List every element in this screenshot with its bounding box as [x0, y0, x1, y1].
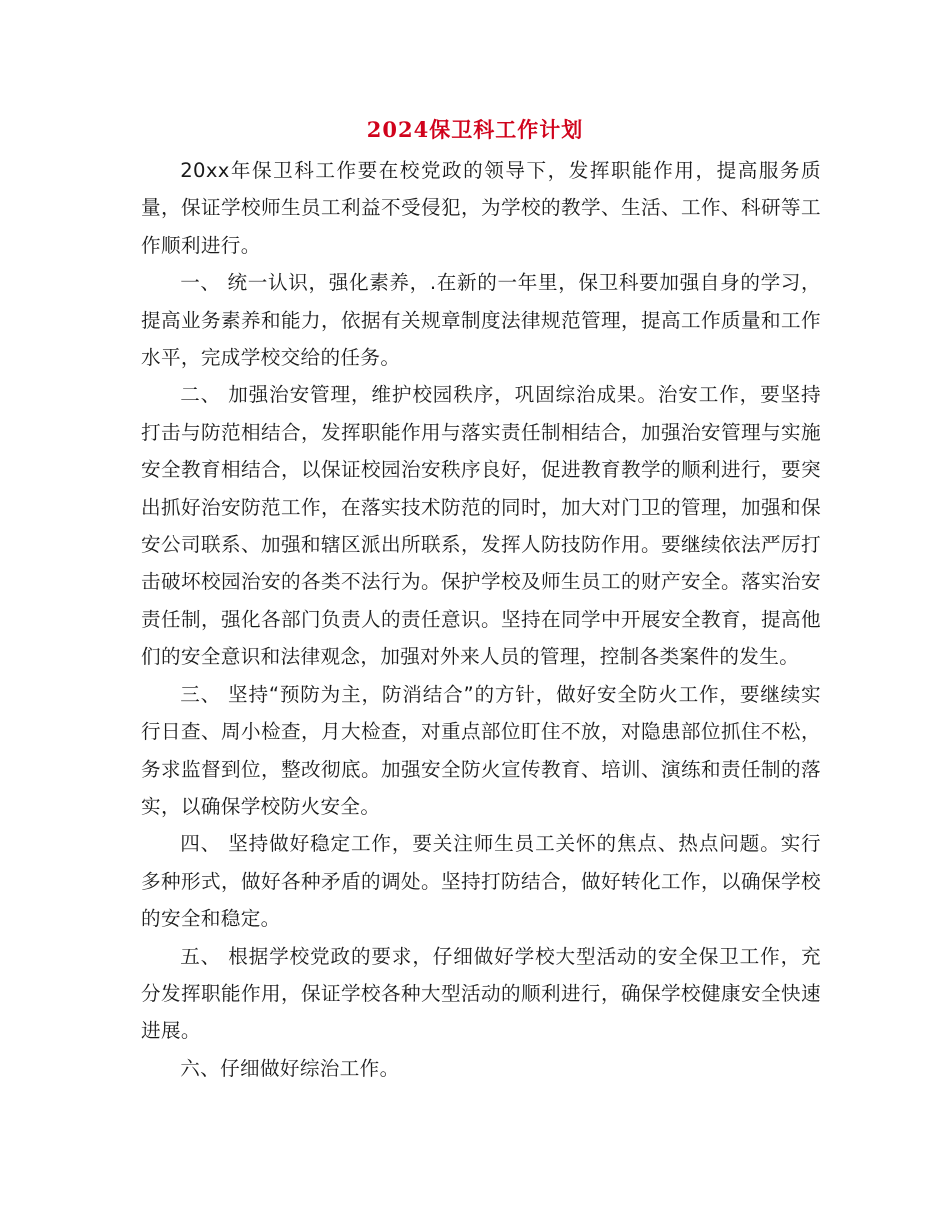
section-3-paragraph: 三、 坚持“预防为主，防消结合”的方针，做好安全防火工作，要继续实行日查、周小检查，月大检查，对重点部位盯住不放，对隐患部位抓住不松，务求监督到位，整改彻底。加强安全防火宣传教育、培训、演练和责任制的落实，以确保学校防火安全。	[141, 682, 821, 818]
section-4-paragraph: 四、 坚持做好稳定工作，要关注师生员工关怀的焦点、热点问题。实行多种形式，做好各种矛盾的调处。坚持打防结合，做好转化工作，以确保学校的安全和稳定。	[141, 832, 821, 931]
section-6-paragraph: 六、仔细做好综治工作。	[180, 1056, 400, 1080]
section-1-paragraph: 一、 统一认识，强化素养，.在新的一年里，保卫科要加强自身的学习，提高业务素养和能力，依据有关规章制度法律规范管理，提高工作质量和工作水平，完成学校交给的任务。	[141, 271, 821, 370]
document-body	[141, 152, 821, 1087]
section-2-paragraph: 二、 加强治安管理，维护校园秩序，巩固综治成果。治安工作，要坚持打击与防范相结合，发挥职能作用与落实责任制相结合，加强治安管理与实施安全教育相结合，以保证校园治安秩序良好，促进教育教学的顺利进行，要突出抓好治安防范工作，在落实技术防范的同时，加大对门卫的管理，加强和保安公司联系、加强和辖区派出所联系，发挥人防技防作用。要继续依法严厉打击破坏校园治安的各类不法行为。保护学校及师生员工的财产安全。落实治安责任制，强化各部门负责人的责任意识。坚持在同学中开展安全教育，提高他们的安全意识和法律观念，加强对外来人员的管理，控制各类案件的发生。	[141, 383, 821, 669]
intro-paragraph: 20xx年保卫科工作要在校党政的领导下，发挥职能作用，提高服务质量，保证学校师生员工利益不受侵犯，为学校的教学、生活、工作、科研等工作顺利进行。	[141, 159, 821, 257]
document-title: 2024保卫科工作计划	[366, 117, 584, 142]
section-5-paragraph: 五、 根据学校党政的要求，仔细做好学校大型活动的安全保卫工作，充分发挥职能作用，保证学校各种大型活动的顺利进行，确保学校健康安全快速进展。	[141, 944, 821, 1043]
